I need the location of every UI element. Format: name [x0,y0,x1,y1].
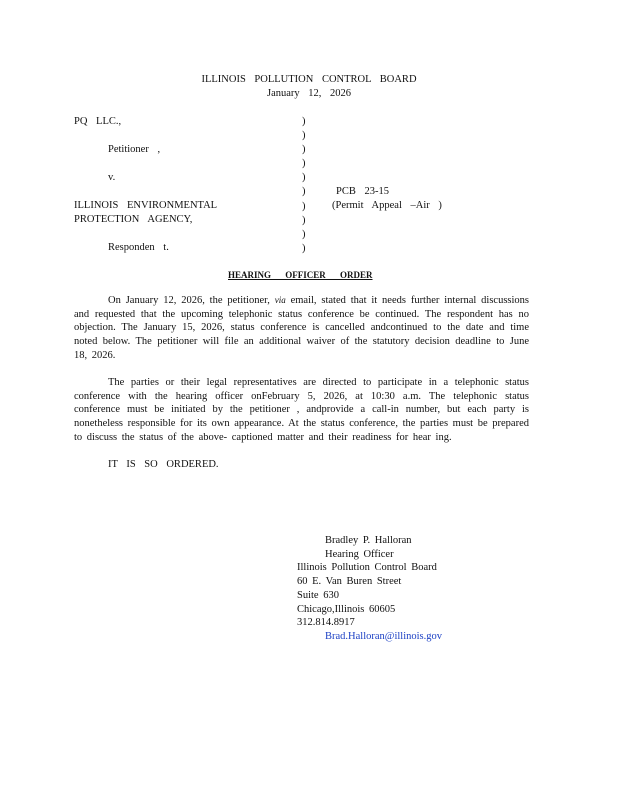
case-type: (Permit Appeal –Air ) [332,200,442,211]
caption-parenthesis: ) [302,172,306,184]
signer-email-link[interactable]: Brad.Halloran@illinois.gov [325,630,442,642]
caption-parenthesis: ) [302,242,306,254]
paragraph-2-text: The parties or their legal representatives are directed to participate in a telephonic status conference with the hearing officer onFebruary 5, 2026, at 10:30 a.m. The telephonic status conference must be initiated by the petitioner , andprovide a call-in number, but each party is nonetheless responsible for its own appearance. At the status conference, the parties must be prepared to discuss the status of the above- captioned matter and their readiness for hear ing. [74,377,529,443]
signer-city: Chicago,Illinois 60605 [297,603,396,615]
caption-parenthesis: ) [302,214,306,226]
order-heading: HEARING OFFICER ORDER [228,270,373,280]
signer-phone: 312.814.8917 [297,617,355,629]
signer-name: Bradley P. Halloran [325,535,412,546]
petitioner-name: PQ LLC., [74,116,122,127]
petitioner-role: Petitioner , [108,144,161,155]
signer-org: Illinois Pollution Control Board [297,562,437,574]
caption-parenthesis: ) [302,186,306,198]
caption-parenthesis-column [302,115,310,256]
so-ordered: IT IS SO ORDERED. [108,459,219,470]
paragraph-1-rest: email, stated that it needs further internal discussions and requested that the upcoming telephonic status conference be continued. The respondent has no objection. The January 15, 2026, status conference is cancelled andcontinued to the date and time noted below. The petitioner will file an additional waiver of the statutory decision deadline to June 18, 2026. [74,295,530,361]
respondent-line-1: ILLINOIS ENVIRONMENTAL [74,200,218,211]
caption-parenthesis: ) [302,116,306,127]
caption-parenthesis: ) [302,144,306,156]
respondent-line-2: PROTECTION AGENCY, [74,214,193,225]
signer-suite: Suite 630 [297,589,339,601]
signer-title: Hearing Officer [325,548,394,560]
caption-parenthesis: ) [302,158,306,170]
paragraph-status-conference [74,376,529,445]
signature-block [297,534,442,644]
caption-parenthesis: ) [302,200,306,212]
respondent-role: Responden t. [108,242,169,253]
caption-parenthesis: ) [302,228,306,240]
signer-street: 60 E. Van Buren Street [297,576,402,588]
versus-label: v. [108,172,116,183]
case-number: PCB 23-15 [336,186,389,197]
agency-title: ILLINOIS POLLUTION CONTROL BOARD [201,74,417,85]
caption-parenthesis: ) [302,130,306,142]
order-date: January 12, 2026 [266,88,352,99]
paragraph-1-start: On January 12, 2026, the petitioner, [108,295,270,306]
via-italic: via [274,295,286,305]
paragraph-continuance [74,294,529,363]
